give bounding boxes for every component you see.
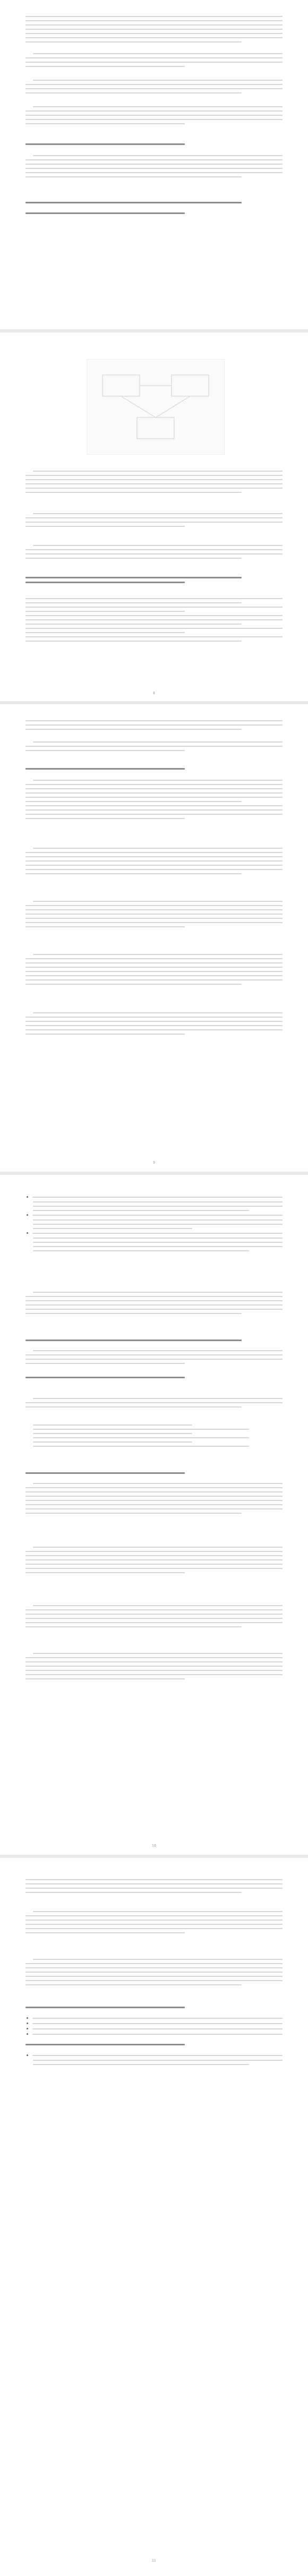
subsection-heading [25, 2044, 283, 2049]
paragraph [25, 720, 283, 733]
subsection-heading [25, 1377, 283, 1381]
bullet-list [25, 2054, 283, 2068]
paragraph [25, 155, 283, 181]
subsection-heading [25, 1472, 283, 1477]
page-2 [0, 332, 308, 701]
bullet-list [25, 2017, 283, 2038]
page-1 [0, 0, 308, 329]
bullet-list [25, 1196, 283, 1255]
numbered-list [25, 1425, 283, 1450]
subsection-heading [25, 2007, 283, 2011]
paragraph [25, 1605, 283, 1631]
paragraph [25, 545, 283, 562]
paragraph [25, 80, 283, 97]
paragraph [25, 513, 283, 530]
page-4 [0, 1175, 308, 1855]
paragraph [25, 954, 283, 988]
page-3 [0, 704, 308, 1172]
section-heading [25, 202, 283, 207]
paragraph [25, 1350, 283, 1367]
paragraph [25, 1483, 283, 1517]
definition-list [25, 598, 283, 645]
paragraph [25, 901, 283, 931]
subsection-heading [25, 212, 283, 217]
paragraph [25, 741, 283, 754]
paragraph [25, 53, 283, 70]
paragraph [25, 1879, 283, 1896]
paragraph [25, 1959, 283, 1989]
figure [87, 359, 225, 455]
section-heading [25, 1340, 283, 1344]
paragraph [25, 16, 283, 46]
paragraph [25, 471, 283, 496]
paragraph [25, 106, 283, 127]
paragraph [25, 1911, 283, 1937]
paragraph [25, 848, 283, 877]
subsection-heading [25, 768, 283, 773]
page-number: 8 [153, 692, 155, 695]
paragraph [25, 780, 283, 822]
paragraph [25, 1292, 283, 1317]
page-number: 9 [153, 1161, 155, 1165]
paragraph [25, 1398, 283, 1411]
section-heading [25, 577, 283, 586]
paragraph [25, 1547, 283, 1576]
page-5 [0, 1858, 308, 2576]
page-number: 10 [152, 1844, 156, 1848]
section-heading [25, 143, 283, 148]
paragraph [25, 1012, 283, 1038]
page-number: 11 [152, 2559, 156, 2563]
paragraph [25, 1653, 283, 1683]
